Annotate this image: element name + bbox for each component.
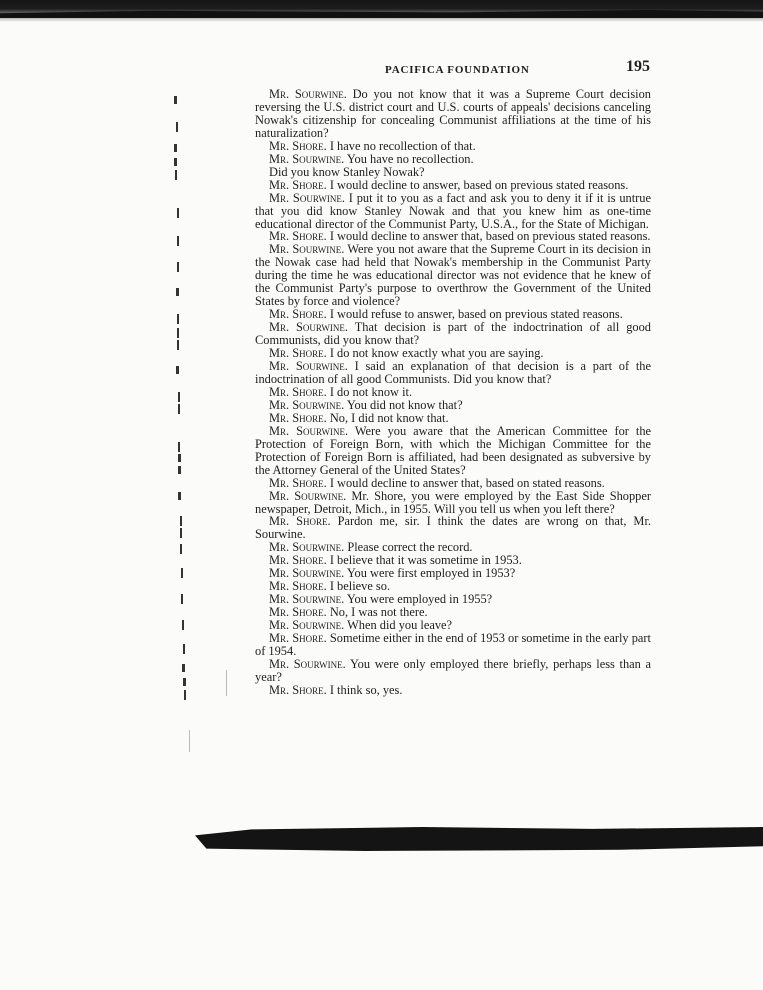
margin-mark	[176, 288, 179, 296]
page-number: 195	[626, 58, 650, 75]
transcript-paragraph	[255, 490, 651, 516]
speech-text: I do not know it.	[329, 384, 413, 399]
speaker-name: Mr. Sourwine.	[269, 656, 346, 671]
speaker-name: Mr. Sourwine.	[269, 488, 347, 503]
speech-text: Sometime either in the end of 1953 or sometime in the early part of 1954.	[255, 631, 651, 658]
speaker-name: Mr. Shore.	[269, 605, 327, 620]
speech-text: Did you know Stanley Nowak?	[269, 164, 425, 179]
speaker-name: Mr. Sourwine.	[269, 242, 345, 257]
speaker-name: Mr. Shore.	[269, 579, 327, 594]
speaker-name: Mr. Shore.	[269, 307, 327, 322]
speaker-name: Mr. Shore.	[269, 229, 327, 244]
speech-text: That decision is part of the indoctrination of all good Communists, did you know that?	[255, 320, 651, 348]
speaker-name: Mr. Sourwine.	[269, 359, 348, 374]
speaker-name: Mr. Shore.	[269, 410, 327, 425]
speaker-name: Mr. Sourwine.	[269, 87, 347, 101]
speech-text: No, I was not there.	[329, 605, 428, 620]
scan-artifact	[226, 670, 227, 696]
speaker-name: Mr. Sourwine.	[269, 190, 345, 205]
margin-mark	[177, 314, 179, 324]
transcript-paragraph	[255, 321, 651, 347]
margin-mark	[176, 366, 179, 374]
margin-mark	[178, 492, 181, 500]
speech-text: Pardon me, sir. I think the dates are wrong on that, Mr. Sourwine.	[255, 514, 651, 542]
margin-mark	[181, 568, 183, 578]
running-head: PACIFICA FOUNDATION	[385, 64, 530, 76]
speech-text: I would decline to answer, based on previous stated reasons.	[329, 177, 629, 192]
margin-mark	[182, 620, 184, 630]
speaker-name: Mr. Sourwine.	[269, 320, 349, 335]
transcript-paragraph	[255, 425, 651, 477]
speech-text: You were first employed in 1953?	[346, 566, 516, 581]
speaker-name: Mr. Sourwine.	[269, 397, 345, 412]
margin-mark	[177, 340, 179, 350]
speaker-name: Mr. Shore.	[269, 346, 327, 361]
speech-text: I said an explanation of that decision is a part of the indoctrination of all good Communists. Did you know that?	[255, 359, 651, 386]
speech-text: I put it to you as a fact and ask you to deny it if it is untrue that you did know Stanley Nowak and that you knew him as one-time educational director of the Communist Party, U.S.A., for the State of Michigan.	[255, 190, 652, 231]
speech-text: I would decline to answer that, based on previous stated reasons.	[329, 229, 651, 244]
margin-mark	[174, 158, 177, 166]
speaker-name: Mr. Shore.	[269, 514, 331, 529]
margin-mark	[176, 122, 178, 132]
speech-text: You have no recollection.	[346, 151, 474, 166]
speaker-name: Mr. Sourwine.	[269, 618, 345, 633]
speech-text: I would refuse to answer, based on previous stated reasons.	[329, 307, 623, 322]
speech-text: Do you not know that it was a Supreme Court decision reversing the U.S. district court and U.S. courts of appeals' decisions canceling Nowak's citizenship for concealing Communist affiliations at the time of his naturalization?	[255, 87, 651, 140]
margin-mark	[177, 208, 179, 218]
margin-mark	[178, 404, 180, 414]
speech-text: I believe so.	[329, 579, 391, 594]
speaker-name: Mr. Sourwine.	[269, 540, 345, 555]
speech-text: You did not know that?	[346, 397, 463, 412]
margin-mark	[184, 690, 186, 700]
transcript-paragraph	[255, 88, 651, 140]
transcript-paragraph	[255, 243, 651, 308]
margin-mark	[182, 664, 185, 672]
speaker-name: Mr. Sourwine.	[269, 151, 345, 166]
speech-text: I have no recollection of that.	[329, 138, 476, 153]
scan-artifact	[189, 730, 190, 752]
transcript-paragraph	[255, 684, 651, 697]
speech-text: I believe that it was sometime in 1953.	[329, 553, 522, 568]
speech-text: You were employed in 1955?	[346, 592, 493, 607]
transcript-paragraph	[255, 192, 651, 231]
margin-mark	[177, 262, 179, 272]
margin-mark	[174, 144, 177, 152]
margin-mark	[180, 544, 182, 554]
speech-text: Mr. Shore, you were employed by the East Side Shopper newspaper, Detroit, Mich., in 1955. Will you tell us when you left there?	[255, 488, 651, 516]
speaker-name: Mr. Sourwine.	[269, 592, 345, 607]
speaker-name: Mr. Shore.	[269, 553, 327, 568]
margin-mark	[174, 96, 177, 104]
margin-mark	[177, 236, 179, 246]
speech-text: Were you not aware that the Supreme Court in its decision in the Nowak case had held that Nowak's membership in the Communist Party during the time he was educational director was not evidence that he knew of the Communist Party's purpose to overthrow the Government of the United States by force and violence?	[255, 242, 652, 309]
transcript-paragraph	[255, 515, 651, 541]
speech-text: You were only employed there briefly, perhaps less than a year?	[255, 656, 651, 684]
margin-mark	[178, 454, 181, 462]
margin-mark	[175, 170, 177, 180]
transcript-paragraph	[255, 658, 651, 684]
speaker-name: Mr. Shore.	[269, 384, 327, 399]
speaker-name: Mr. Shore.	[269, 682, 327, 697]
speech-text: No, I did not know that.	[329, 410, 449, 425]
speaker-name: Mr. Shore.	[269, 138, 327, 153]
speech-text: I think so, yes.	[329, 682, 403, 697]
speech-text: Were you aware that the American Committee for the Protection of Foreign Born, with which the Michigan Committee for the Protection of Foreign Born is affiliated, had been designated as subversive by the Attorney General of the United States?	[255, 423, 652, 477]
margin-mark	[183, 644, 185, 654]
speaker-name: Mr. Sourwine.	[269, 566, 345, 581]
speech-text: Please correct the record.	[347, 540, 473, 555]
margin-mark	[180, 528, 182, 538]
margin-mark	[178, 466, 181, 474]
speaker-name: Mr. Shore.	[269, 177, 327, 192]
margin-mark	[177, 328, 179, 338]
speech-text: I would decline to answer that, based on stated reasons.	[329, 475, 605, 490]
transcript-paragraph	[255, 632, 651, 658]
testimony-transcript	[255, 88, 651, 697]
speaker-name: Mr. Shore.	[269, 631, 327, 646]
margin-mark	[178, 392, 180, 402]
speech-text: I do not know exactly what you are saying.	[329, 346, 544, 361]
margin-mark	[183, 678, 186, 686]
speaker-name: Mr. Sourwine.	[269, 423, 349, 438]
margin-mark	[181, 594, 183, 604]
speech-text: When did you leave?	[347, 618, 453, 633]
margin-mark	[180, 516, 182, 526]
scan-bottom-edge	[195, 827, 763, 851]
margin-mark	[178, 442, 180, 452]
transcript-paragraph	[255, 360, 651, 386]
speaker-name: Mr. Shore.	[269, 475, 327, 490]
